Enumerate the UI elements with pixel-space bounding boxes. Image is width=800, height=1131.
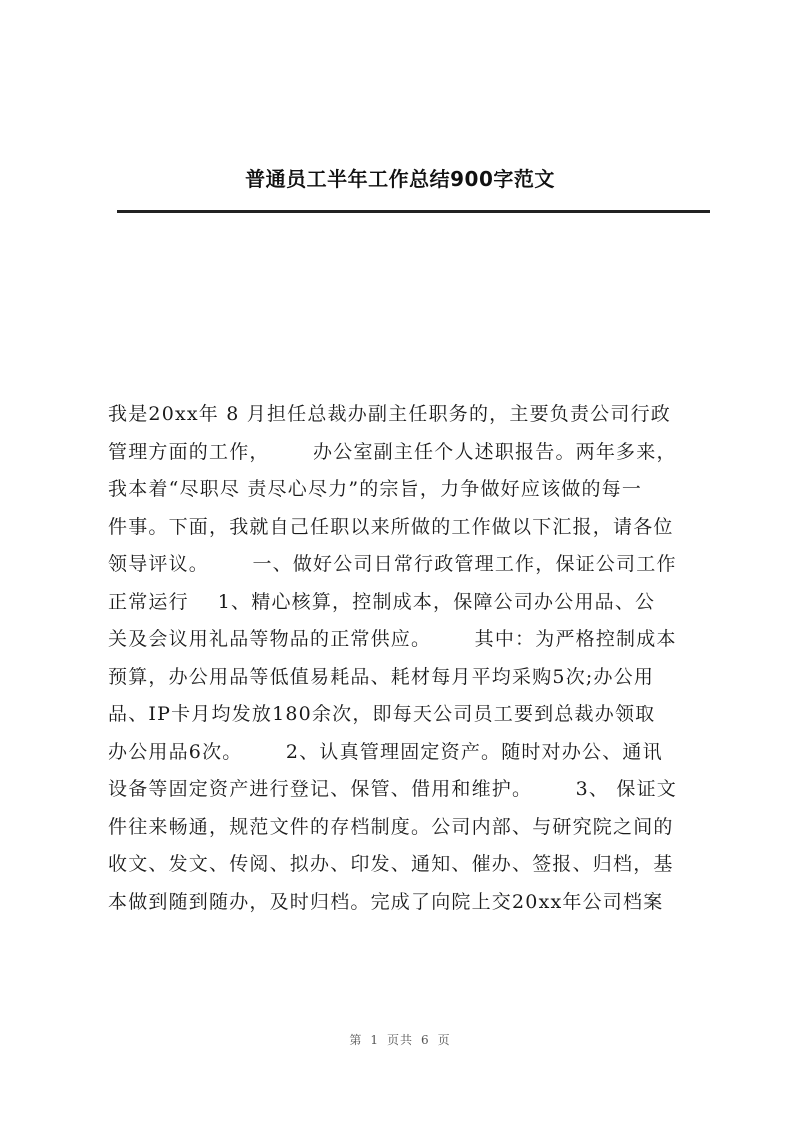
body-line: 设备等固定资产进行登记、保管、借用和维护。 3、 保证文 — [108, 778, 677, 800]
body-line: 办公用品6次。 2、认真管理固定资产。随时对办公、通讯 — [108, 740, 663, 763]
body-line: 品、IP卡月均发放180余次，即每天公司员工要到总裁办领取 — [108, 703, 656, 725]
total-pages: 6 — [421, 1033, 430, 1047]
footer-middle: 页共 — [386, 1033, 413, 1047]
page-footer — [0, 1031, 800, 1048]
body-line: 关及会议用礼品等物品的正常供应。 其中：为严格控制成本 — [108, 628, 677, 650]
body-line: 领导评议。 一、做好公司日常行政管理工作，保证公司工作 — [108, 553, 677, 575]
body-line: 预算，办公用品等低值易耗品、耗材每月平均采购5次;办公用 — [108, 665, 655, 688]
title-divider — [117, 210, 710, 213]
body-line: 本做到随到随办，及时归档。完成了向院上交20xx年公司档案 — [108, 890, 664, 913]
footer-prefix: 第 — [349, 1033, 363, 1047]
body-line: 收文、发文、传阅、拟办、印发、通知、催办、签报、归档，基 — [108, 853, 674, 875]
page-number: 1 — [370, 1033, 379, 1047]
footer-suffix: 页 — [437, 1033, 451, 1047]
body-line: 件往来畅通，规范文件的存档制度。公司内部、与研究院之间的 — [108, 815, 674, 838]
body-line: 正常运行 1、精心核算，控制成本，保障公司办公用品、公 — [108, 590, 656, 613]
body-line: 我是20xx年 8 月担任总裁办副主任职务的，主要负责公司行政 — [108, 403, 671, 425]
body-line: 我本着“尽职尽 责尽心尽力”的宗旨，力争做好应该做的每一 — [108, 478, 643, 500]
document-body — [108, 396, 708, 921]
body-line: 管理方面的工作， 办公室副主任个人述职报告。两年多来， — [108, 440, 677, 463]
body-line: 件事。下面，我就自己任职以来所做的工作做以下汇报，请各位 — [108, 515, 674, 538]
document-title: 普通员工半年工作总结900字范文 — [245, 167, 555, 191]
